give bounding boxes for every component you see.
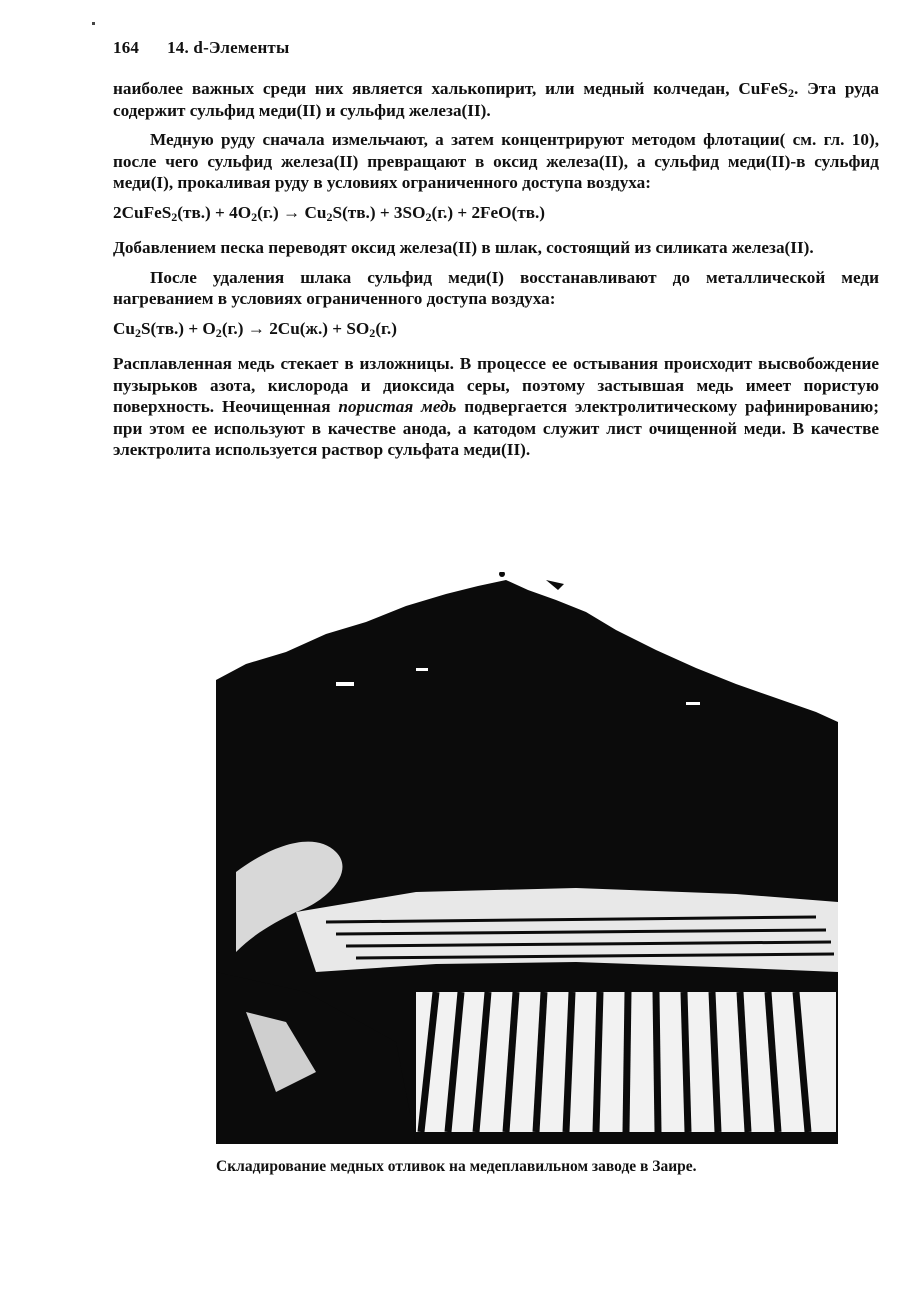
eq1-c: (г.) → Cu — [257, 202, 327, 222]
copper-ingots-photo — [216, 572, 838, 1144]
eq2-b-sub: 2 — [215, 325, 222, 340]
paragraph-2: Медную руду сначала измельчают, а затем концентрируют методом флотации( см. гл. 10), после чего сульфид железа(II) превращают в оксид железа(II), а сульфид меди(II)-в сульфид меди(I), прокаливая руду в условиях ограниченного доступа воздуха: — [113, 130, 879, 192]
eq1-b-sub: 2 — [251, 209, 258, 224]
eq1-a: 2CuFeS — [113, 202, 172, 222]
eq2-a-sub: 2 — [134, 325, 141, 340]
chapter-title: 14. d-Элементы — [167, 38, 290, 57]
p5-text-a: Расплавленная медь стекает в изложницы. В процессе ее остывания происходит высвобождение пузырьков азота, кислорода и диоксида серы, поэтому застывшая медь имеет пористую поверхность. Неочищенная — [113, 354, 879, 416]
eq2-b: S(тв.) + O — [141, 318, 216, 338]
page-number: 164 — [113, 38, 140, 57]
eq1-b: (тв.) + 4O — [177, 202, 252, 222]
body-text — [113, 78, 879, 469]
eq1-d-sub: 2 — [425, 209, 432, 224]
p1-subscript: 2 — [788, 86, 795, 100]
eq1-d: S(тв.) + 3SO — [332, 202, 426, 222]
p5-italic-term: пористая медь — [338, 397, 457, 416]
eq2-d: (г.) — [375, 318, 397, 338]
p1-text-b: . Эта руда содержит сульфид меди(II) и сульфид железа(II). — [113, 79, 879, 120]
equation-1 — [113, 202, 879, 224]
eq2-c-sub: 2 — [369, 325, 376, 340]
eq1-a-sub: 2 — [171, 209, 178, 224]
paragraph-1 — [113, 78, 879, 121]
eq1-e: (г.) + 2FeO(тв.) — [431, 202, 546, 222]
eq1-c-sub: 2 — [326, 209, 333, 224]
scan-dot — [92, 22, 95, 25]
eq2-a: Cu — [113, 318, 135, 338]
figure-caption: Складирование медных отливок на медеплавильном заводе в Заире. — [216, 1158, 697, 1175]
photo-illustration — [216, 572, 838, 1144]
paragraph-4: После удаления шлака сульфид меди(I) восстанавливают до металлической меди нагреванием в условиях ограниченного доступа воздуха: — [113, 267, 879, 308]
running-header — [113, 38, 289, 58]
p1-text-a: наиболее важных среди них является халькопирит, или медный колчедан, CuFeS — [113, 79, 788, 98]
equation-2 — [113, 318, 879, 340]
paragraph-3: Добавлением песка переводят оксид железа(II) в шлак, состоящий из силиката железа(II). — [113, 238, 814, 257]
paragraph-5 — [113, 353, 879, 461]
p5-text-b: подвергается электролитическому рафинированию; при этом ее используют в качестве анода, а катодом служит лист очищенной меди. В качестве электролита используется раствор сульфата меди(II). — [113, 397, 879, 459]
eq2-c: (г.) → 2Cu(ж.) + SO — [221, 318, 370, 338]
